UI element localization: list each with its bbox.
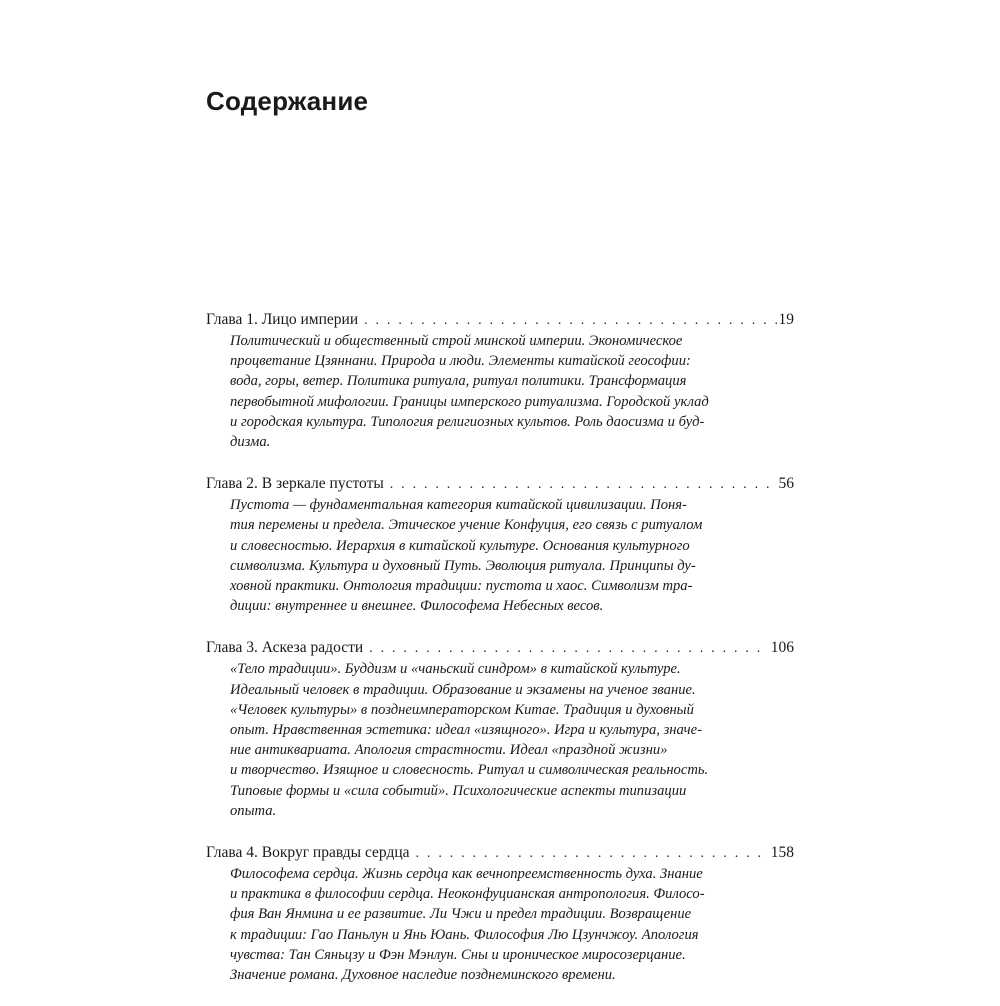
- toc-entry-chapter-3: [206, 637, 794, 821]
- chapter-heading-line[interactable]: [206, 842, 794, 864]
- description-line: и творчество. Изящное и словесность. Ритуал и символическая реальность.: [230, 762, 709, 779]
- description-line: ховной практики. Онтология традиции: пустота и хаос. Символизм тра-: [230, 578, 693, 595]
- chapter-heading-line[interactable]: [206, 473, 794, 495]
- chapter-description: [230, 659, 794, 821]
- table-of-contents: [206, 309, 794, 1006]
- chapter-description: [230, 864, 794, 985]
- description-line: вода, горы, ветер. Политика ритуала, ритуал политики. Трансформация: [230, 373, 687, 390]
- chapter-page-number: 19: [778, 311, 794, 328]
- description-line: «Человек культуры» в позднеимператорском Китае. Традиция и духовный: [230, 701, 694, 718]
- chapter-page-number: 106: [770, 639, 794, 657]
- page-title: Содержание: [206, 86, 369, 116]
- description-line: к традиции: Гао Паньлун и Янь Юань. Философия Лю Цзунчжоу. Апология: [230, 926, 699, 943]
- chapter-page-number: 158: [770, 844, 794, 862]
- description-line: дизма.: [230, 434, 271, 451]
- description-line: и городская культура. Типология религиозных культов. Роль даосизма и буд-: [230, 413, 705, 430]
- description-line: Политический и общественный строй минской империи. Экономическое: [230, 333, 683, 349]
- description-line: «Тело традиции». Буддизм и «чаньский синдром» в китайской культуре.: [230, 661, 681, 678]
- chapter-description: [230, 331, 794, 452]
- chapter-title: Глава 4. Вокруг правды сердца: [206, 844, 410, 862]
- description-line: Типовые формы и «сила событий». Психологические аспекты типизации: [230, 782, 687, 799]
- description-line: и практика в философии сердца. Неоконфуцианская антропология. Филосо-: [230, 886, 705, 903]
- dot-leader: [390, 474, 777, 495]
- chapter-title: Глава 2. В зеркале пустоты: [206, 475, 384, 493]
- dot-leader: [364, 310, 776, 331]
- chapter-heading-line[interactable]: [206, 309, 794, 331]
- description-line: ние антиквариата. Апология страстности. Идеал «праздной жизни»: [230, 742, 668, 759]
- description-line: Философема сердца. Жизнь сердца как вечнопреемственность духа. Знание: [230, 866, 703, 883]
- chapter-heading-line[interactable]: [206, 637, 794, 659]
- description-line: диции: внутреннее и внешнее. Философема Небесных весов.: [230, 598, 604, 615]
- description-line: символизма. Культура и духовный Путь. Эволюция ритуала. Принципы ду-: [230, 557, 696, 574]
- description-line: опыта.: [230, 802, 277, 819]
- chapter-description: [230, 495, 794, 616]
- description-line: опыт. Нравственная эстетика: идеал «изящного». Игра и культура, значе-: [230, 722, 702, 739]
- description-line: Идеальный человек в традиции. Образование и экзамены на ученое звание.: [230, 681, 696, 698]
- chapter-title: Глава 1. Лицо империи: [206, 311, 359, 328]
- toc-entry-chapter-4: [206, 842, 794, 985]
- toc-entry-chapter-1: [206, 309, 794, 452]
- toc-entry-chapter-2: [206, 473, 794, 616]
- description-line: Пустота — фундаментальная категория китайской цивилизации. Поня-: [230, 497, 687, 514]
- description-line: тия перемены и предела. Этическое учение Конфуция, его связь с ритуалом: [230, 517, 703, 534]
- description-line: первобытной мифологии. Границы имперского ритуализма. Городской уклад: [230, 393, 709, 410]
- dot-leader: [416, 843, 769, 864]
- description-line: процветание Цзяннани. Природа и люди. Элементы китайской геософии:: [230, 353, 691, 370]
- description-line: чувства: Тан Сяньцзу и Фэн Мэнлун. Сны и ироническое миросозерцание.: [230, 946, 686, 963]
- description-line: фия Ван Янмина и ее развитие. Ли Чжи и предел традиции. Возвращение: [230, 906, 692, 923]
- description-line: Значение романа. Духовное наследие позднеминского времени.: [230, 967, 616, 984]
- chapter-title: Глава 3. Аскеза радости: [206, 639, 364, 657]
- chapter-page-number: 56: [778, 475, 794, 493]
- description-line: и словесностью. Иерархия в китайской культуре. Основания культурного: [230, 537, 690, 554]
- dot-leader: [369, 638, 769, 659]
